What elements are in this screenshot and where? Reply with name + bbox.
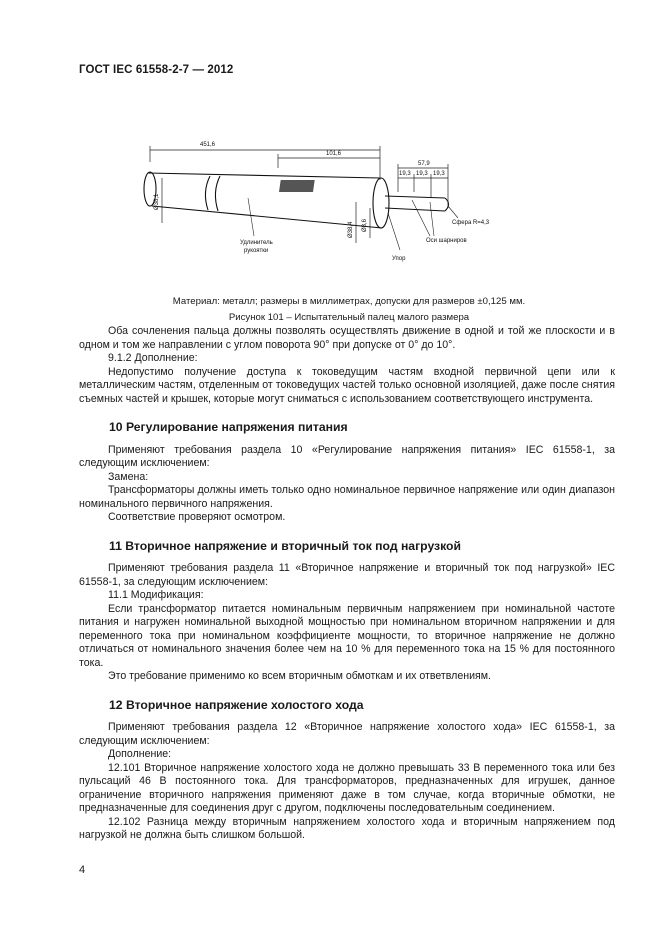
dim-label-tip: 57,9 <box>418 161 430 167</box>
dim-label-seg2: 19,3 <box>416 171 428 177</box>
dim-label-dia-right: Ø38,4 <box>348 221 354 238</box>
dim-label-dia-tip: Ø8,6 <box>362 218 368 232</box>
shaft-top-edge <box>148 173 380 178</box>
paragraph: Соответствие проверяют осмотром. <box>108 511 286 523</box>
test-finger-figure <box>130 128 490 278</box>
paragraph: Трансформаторы должны иметь только одно номинальное первичное напряжение или один диапазон номинального первичного напряжения. <box>79 484 615 510</box>
paragraph: Применяют требования раздела 12 «Вторичное напряжение холостого хода» IEC 61558-1, за следующим исключением: <box>79 721 615 747</box>
section-11-title: 11 Вторичное напряжение и вторичный ток под нагрузкой <box>109 538 461 553</box>
page-body <box>79 325 615 843</box>
dim-label-seg1: 19,3 <box>399 171 411 177</box>
subclause-label: 9.1.2 Дополнение: <box>108 352 198 364</box>
dim-label-seg3: 19,3 <box>433 171 445 177</box>
section-12-title: 12 Вторичное напряжение холостого хода <box>109 697 364 712</box>
label-hinges: Оси шарниров <box>426 238 467 244</box>
paragraph: Недопустимо получение доступа к токоведущим частям входной первичной цепи или к металлическим частям, отделенным от токоведущих частей только основной изоляцией, даже после снятия съемных частей и крышек, которые могут сниматься с использованием соответствующего инструмента. <box>79 365 615 405</box>
label-sphere: Сфера R=4,3 <box>452 220 490 226</box>
paragraph: Применяют требования раздела 11 «Вторичное напряжение и вторичный ток под нагрузкой» IEC 61558-1, за следующим исключением: <box>79 562 615 588</box>
shaft-end-right <box>373 178 389 228</box>
label-handle-line2: рукоятки <box>244 248 269 254</box>
dim-label-dia-left: Ø38,1 <box>154 193 160 210</box>
page-number: 4 <box>79 864 86 876</box>
paragraph: Если трансформатор питается номинальным первичным напряжением при номинальной частоте питания и нагружен номинальной выходной мощностью при номинальном вторичном напряжении и для переменного тока при номинальном коэффициенте мощности, то вторичное напряжение не должно отличаться от номинального значения более чем на 10 % для переменного тока на 15 % для постоянного тока. <box>79 602 615 669</box>
dim-label-total: 451,6 <box>200 142 216 148</box>
paragraph: 12.101 Вторичное напряжение холостого хода не должно превышать 33 В переменного тока или без пульсаций 46 В постоянного тока. Для трансформаторов, предназначенных для игрушек, данное ограничение вторичного напряжения применяют даже в том случае, когда вторичные обмотки, не предназначенные для соединения друг с другом, подключены последовательным соединением. <box>79 761 615 814</box>
slot-hatch <box>279 180 315 192</box>
paragraph: Применяют требования раздела 10 «Регулирование напряжения питания» IEC 61558-1, за следующим исключением: <box>79 443 615 469</box>
paragraph: Оба сочленения пальца должны позволять осуществлять движение в одной и той же плоскости и в одном и том же направлении с углом поворота 90° при допуске от 0° до 10°. <box>79 325 615 351</box>
subclause-label: 11.1 Модификация: <box>108 589 204 601</box>
test-finger-drawing <box>130 128 490 278</box>
handle-joint-left <box>205 176 210 210</box>
figure-caption: Рисунок 101 – Испытательный палец малого размера <box>228 312 470 323</box>
tip-bottom-edge <box>385 208 445 211</box>
subclause-label: Замена: <box>108 470 149 483</box>
paragraph: 12.102 Разница между вторичным напряжением холостого хода и вторичным напряжением под нагрузкой не должна быть слишком большой. <box>79 815 615 841</box>
paragraph: Это требование применимо ко всем вторичным обмоткам и их ответвлениям. <box>108 670 491 682</box>
subclause-label: Дополнение: <box>108 748 172 760</box>
dim-label-mid: 101,6 <box>326 151 342 157</box>
label-handle-line1: Удлинитель <box>240 240 273 246</box>
figure-material-note: Материал: металл; размеры в миллиметрах, допуски для размеров ±0,125 мм. <box>172 296 526 307</box>
label-stop: Упор <box>392 256 406 262</box>
document-header: ГОСТ IEC 61558-2-7 — 2012 <box>79 64 234 76</box>
section-10-title: 10 Регулирование напряжения питания <box>109 420 348 434</box>
tip-top-edge <box>385 196 445 198</box>
